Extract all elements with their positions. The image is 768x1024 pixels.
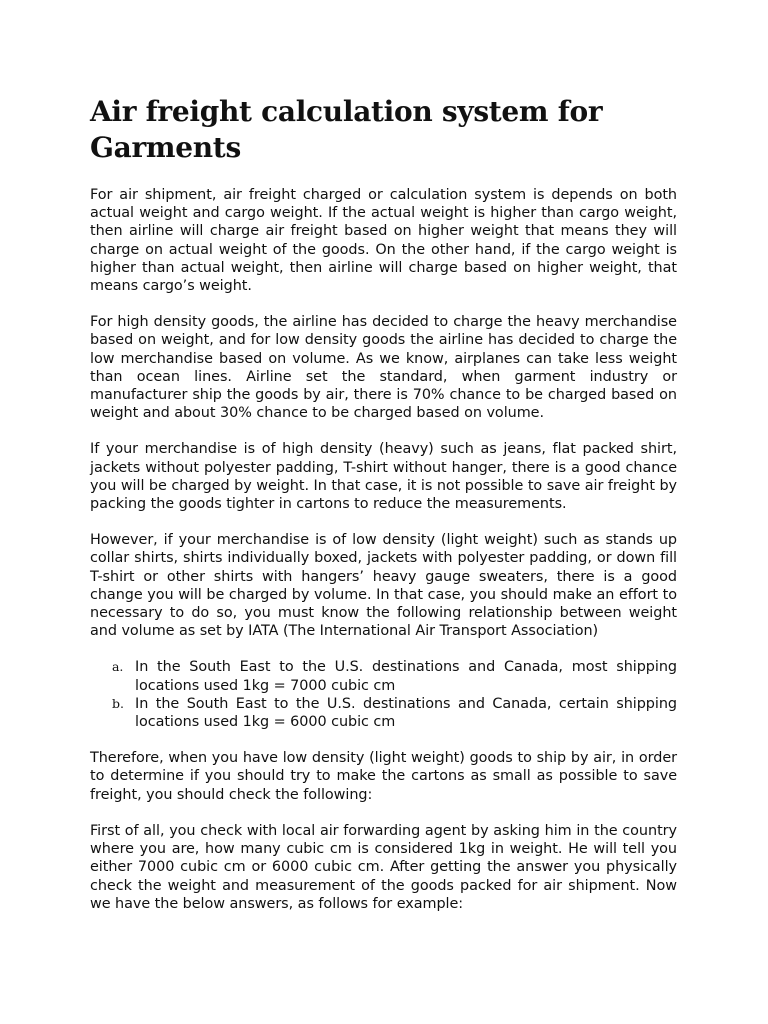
list-marker: a. (112, 659, 124, 675)
paragraph-actual-vs-cargo-weight: For air shipment, air freight charged or calculation system is depends on both actual weight and cargo weight. If the actual weight is higher than cargo weight, then airline will charge air freight based on higher weight that means they will charge on actual weight of the goods. On the other hand, if the cargo weight is higher than actual weight, then airline will charge based on higher weight, that means cargo’s weight. (90, 187, 677, 295)
document-title: Air freight calculation system for Garments (90, 95, 603, 164)
list-item-text: In the South East to the U.S. destinations and Canada, most shipping locations used 1kg = 7000 cubic cm (135, 659, 677, 694)
list-item (112, 695, 677, 731)
list-item (112, 658, 677, 694)
paragraph-low-density-check: Therefore, when you have low density (light weight) goods to ship by air, in order to determine if you should try to make the cartons as small as possible to save freight, you should check the following: (90, 750, 677, 803)
paragraph-low-density-goods: However, if your merchandise is of low density (light weight) such as stands up collar shirts, shirts individually boxed, jackets with polyester padding, or down fill T-shirt or other shirts with hangers’ heavy gauge sweaters, there is a good change you will be charged by volume. In that case, you should make an effort to necessary to do so, you must know the following relationship between weight and volume as set by IATA (The International Air Transport Association) (90, 532, 677, 640)
paragraph-forwarding-agent: First of all, you check with local air forwarding agent by asking him in the country where you are, how many cubic cm is considered 1kg in weight. He will tell you either 7000 cubic cm or 6000 cubic cm. After getting the answer you physically check the weight and measurement of the goods packed for air shipment. Now we have the below answers, as follows for example: (90, 822, 677, 912)
paragraph-high-density-goods: If your merchandise is of high density (heavy) such as jeans, flat packed shirt, jackets without polyester padding, T-shirt without hanger, there is a good chance you will be charged by weight. In that case, it is not possible to save air freight by packing the goods tighter in cartons to reduce the measurements. (90, 441, 677, 513)
paragraph-density-charging: For high density goods, the airline has decided to charge the heavy merchandise based on weight, and for low density goods the airline has decided to charge the low merchandise based on volume. As we know, airplanes can take less weight than ocean lines. Airline set the standard, when garment industry or manufacturer ship the goods by air, there is 70% chance to be charged based on weight and about 30% chance to be charged based on volume. (90, 314, 677, 422)
iata-ratio-list (90, 658, 677, 731)
document-page (90, 94, 677, 931)
list-marker: b. (112, 695, 124, 711)
list-item-text: In the South East to the U.S. destinations and Canada, certain shipping locations used 1kg = 6000 cubic cm (135, 695, 677, 731)
